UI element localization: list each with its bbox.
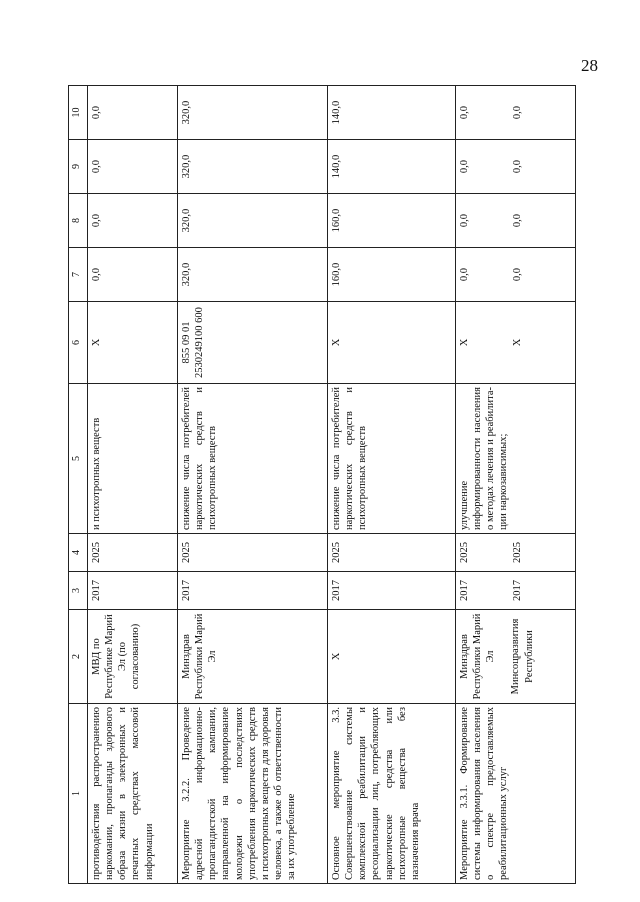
table-row	[88, 86, 178, 884]
value-cell: 140,0	[328, 86, 456, 140]
header-cell: 8	[69, 194, 88, 248]
value-cell: 0,0	[88, 194, 178, 248]
result-cell: улучшение информированности населения о методах лечения и реабилита-ции наркозависимых;	[456, 384, 576, 534]
budget-code-line: 855 09 01	[181, 321, 192, 364]
value-line: 0,0	[512, 105, 524, 120]
header-cell: 10	[69, 86, 88, 140]
header-cell: 6	[69, 302, 88, 384]
end-year-cell	[456, 534, 576, 572]
value-line: 0,0	[512, 267, 524, 282]
year-line: 2025	[512, 542, 524, 563]
activity-cell: противодействия распространению наркомании, пропаганды здорового образа жизни в электронных и печатных средствах массовой информации	[88, 704, 178, 884]
start-year-cell: 2017	[178, 572, 328, 610]
header-cell: 2	[69, 610, 88, 704]
result-cell: и психотропных веществ	[88, 384, 178, 534]
end-year-cell: 2025	[328, 534, 456, 572]
executor-cell: МВД по Республике Марий Эл (по согласованию)	[88, 610, 178, 704]
end-year-cell: 2025	[88, 534, 178, 572]
executor-cell: X	[328, 610, 456, 704]
end-year-cell: 2025	[178, 534, 328, 572]
result-cell: снижение числа потребителей наркотических средств и психотропных веществ	[178, 384, 328, 534]
budget-code-line: X	[459, 338, 470, 347]
value-cell: 160,0	[328, 248, 456, 302]
budget-code-cell: X	[328, 302, 456, 384]
table-area	[68, 86, 620, 884]
header-cell: 5	[69, 384, 88, 534]
page-number: 28	[581, 56, 598, 75]
header-cell: 1	[69, 704, 88, 884]
executor-cell	[456, 610, 576, 704]
value-line: 0,0	[459, 159, 470, 174]
program-table	[68, 85, 576, 884]
budget-code-cell	[456, 302, 576, 384]
value-cell: 0,0	[88, 86, 178, 140]
value-cell	[456, 140, 576, 194]
value-cell	[456, 248, 576, 302]
value-cell	[456, 86, 576, 140]
header-cell: 3	[69, 572, 88, 610]
executor-line: Минсоцразвития Республики	[510, 618, 535, 695]
budget-code-line: 2530249100 600	[194, 307, 206, 378]
table-row	[328, 86, 456, 884]
value-cell: 160,0	[328, 194, 456, 248]
year-line: 2025	[459, 542, 470, 563]
value-cell: 140,0	[328, 140, 456, 194]
value-cell: 320,0	[178, 248, 328, 302]
value-cell: 320,0	[178, 194, 328, 248]
header-cell: 7	[69, 248, 88, 302]
value-line: 0,0	[512, 213, 524, 228]
table-row	[178, 86, 328, 884]
header-row	[69, 86, 88, 884]
activity-cell: Мероприятие 3.3.1. Формирование системы информирования населения о спектре предоставляемых реабилитационных услуг	[456, 704, 576, 884]
result-cell: снижение числа потребителей наркотических средств и психотропных веществ	[328, 384, 456, 534]
value-cell: 320,0	[178, 140, 328, 194]
value-cell: 320,0	[178, 86, 328, 140]
value-cell: 0,0	[88, 140, 178, 194]
header-cell: 9	[69, 140, 88, 194]
start-year-cell: 2017	[328, 572, 456, 610]
value-cell: 0,0	[88, 248, 178, 302]
value-line: 0,0	[459, 213, 470, 228]
value-line: 0,0	[512, 159, 524, 174]
year-line: 2017	[459, 580, 470, 601]
year-line: 2017	[512, 580, 524, 601]
activity-cell: Мероприятие 3.2.2. Проведение адресной информационно-пропагандистской кампании, направленной на информирование молодежи о последствиях употребления наркотических средств и психотропных веществ для здоровья человека, а также об ответственности за их употребление	[178, 704, 328, 884]
executor-line: Минздрав Республики Марий Эл	[459, 613, 497, 700]
budget-code-cell: X	[88, 302, 178, 384]
start-year-cell: 2017	[88, 572, 178, 610]
header-cell: 4	[69, 534, 88, 572]
budget-code-line: X	[512, 338, 524, 347]
value-line: 0,0	[459, 267, 470, 282]
executor-cell: Минздрав Республики Марий Эл	[178, 610, 328, 704]
value-cell	[456, 194, 576, 248]
value-line: 0,0	[459, 105, 470, 120]
start-year-cell	[456, 572, 576, 610]
activity-cell: Основное мероприятие 3.3. Совершенствование системы комплексной реабилитации и ресоциализации лиц, потребляющих наркотические средства или психотропные вещества без назначения врача	[328, 704, 456, 884]
budget-code-cell	[178, 302, 328, 384]
table-row	[456, 86, 576, 884]
rotated-table-container	[68, 86, 620, 884]
